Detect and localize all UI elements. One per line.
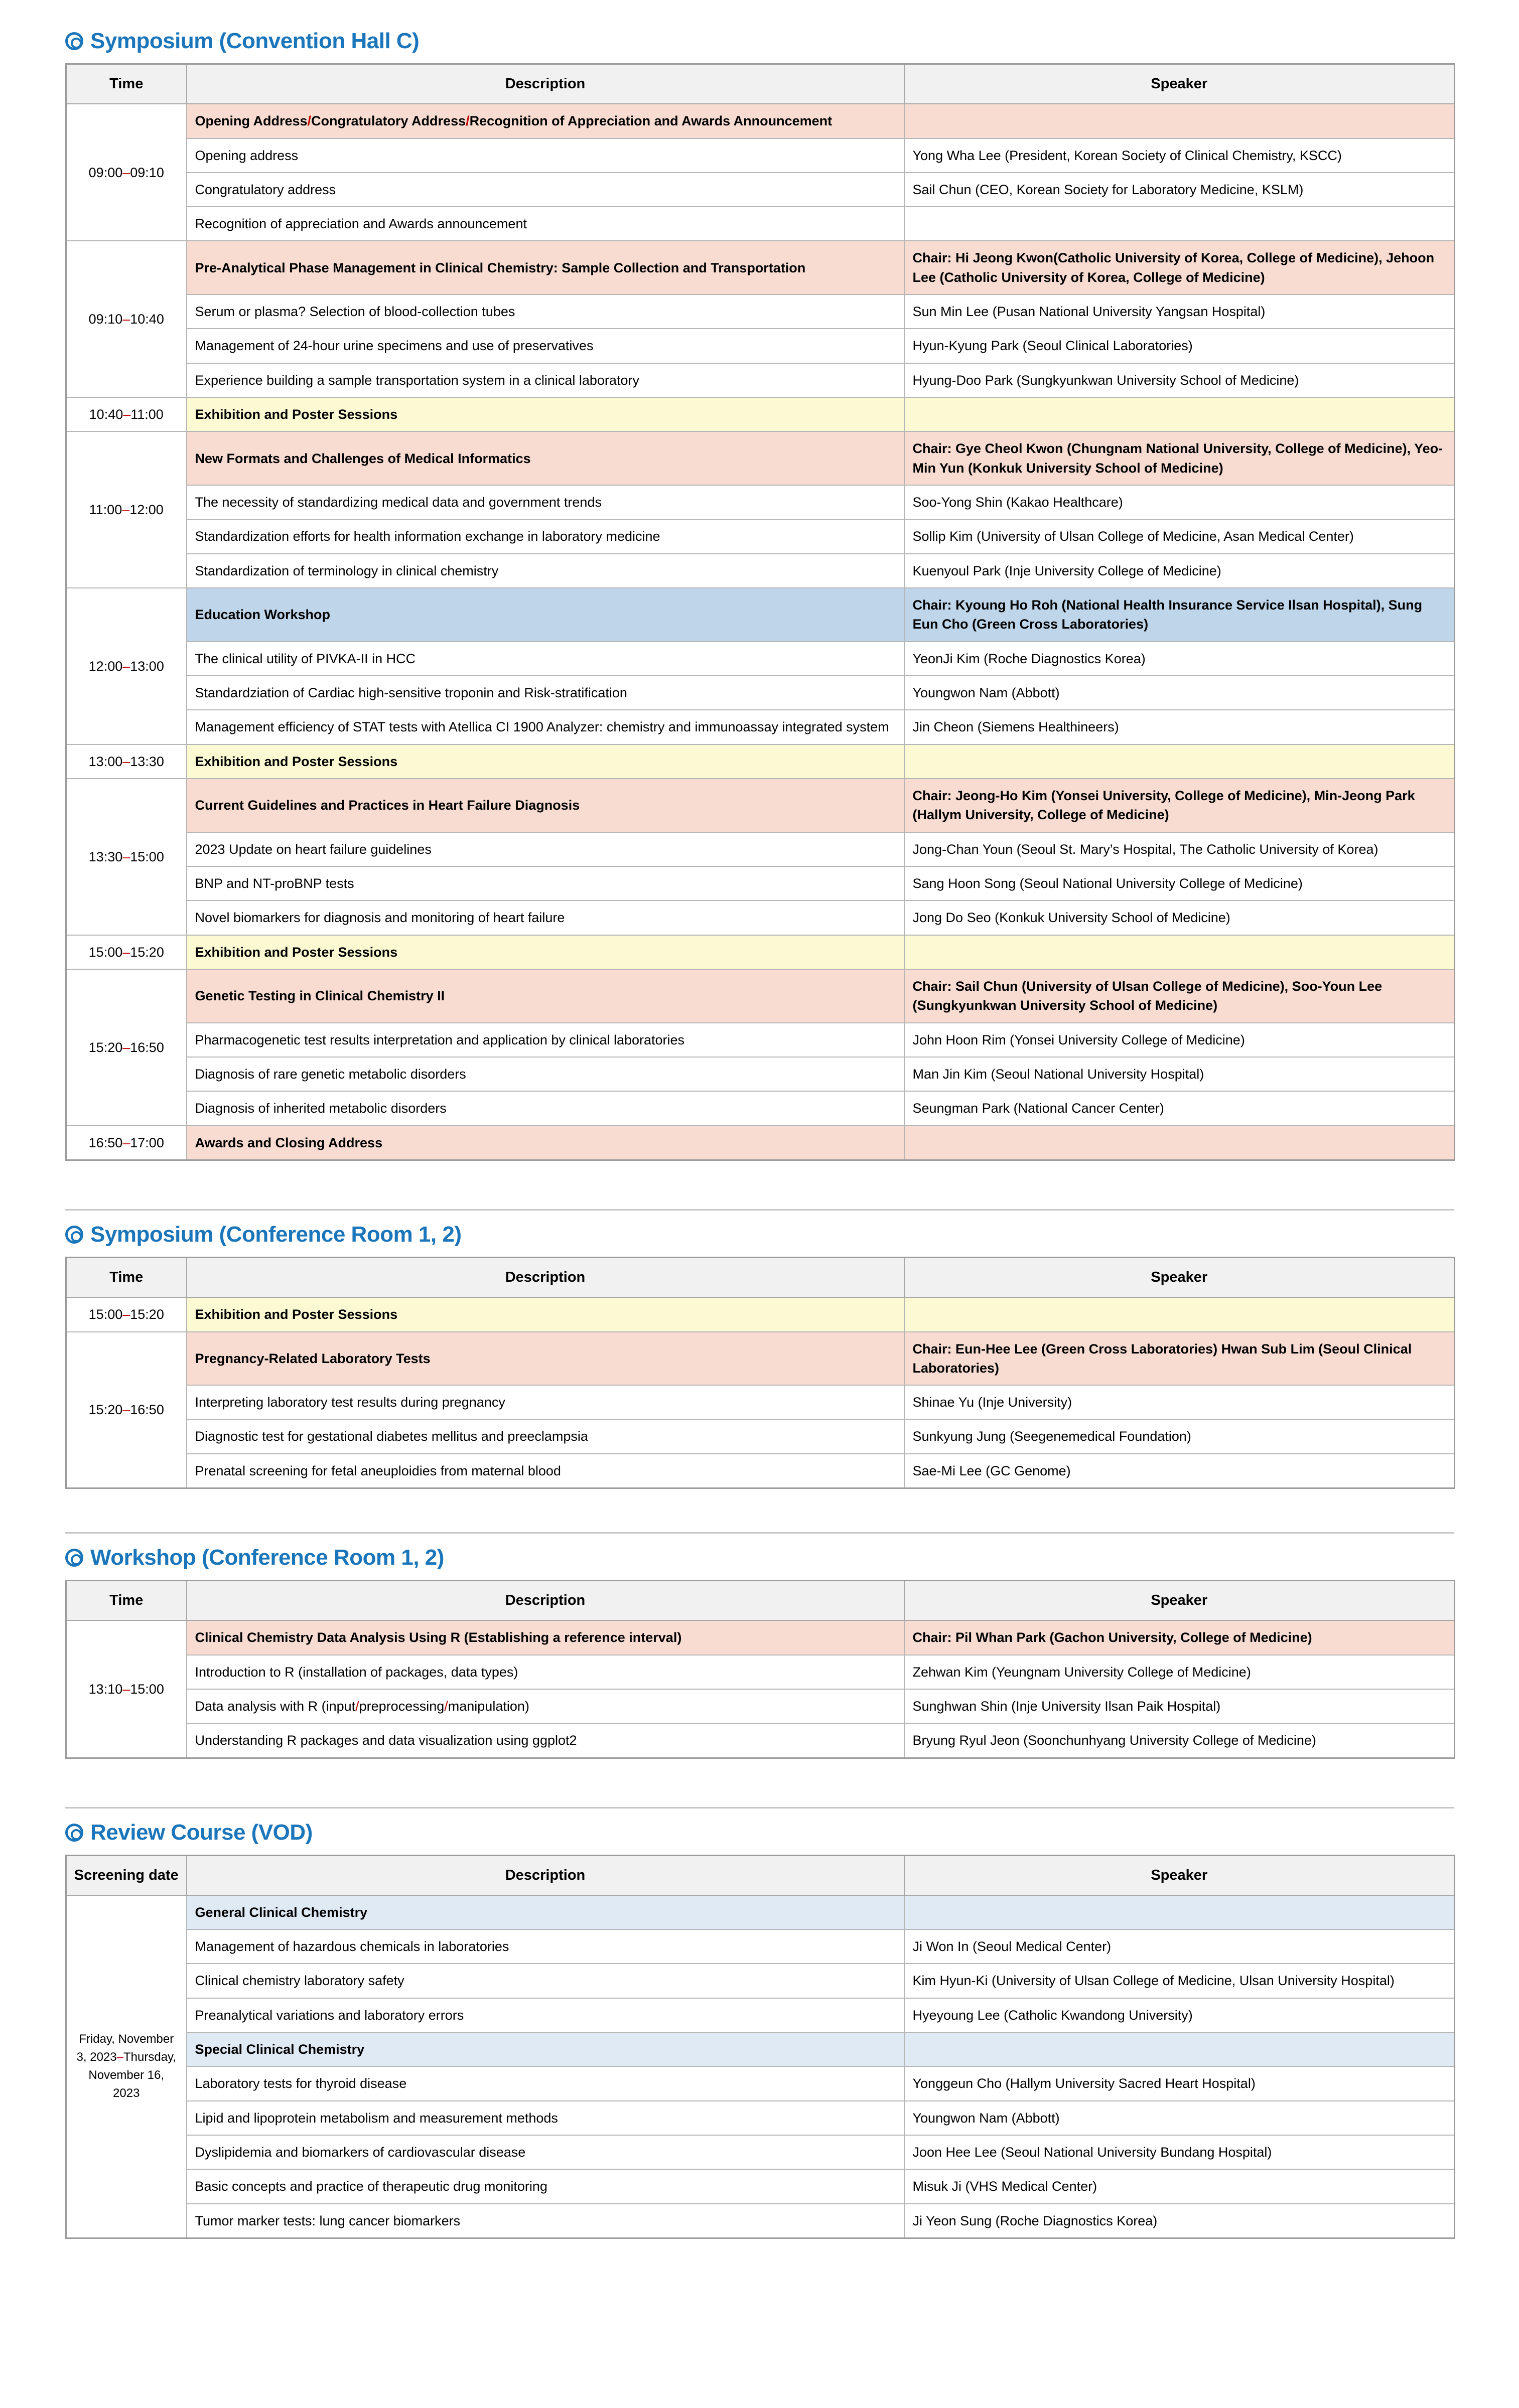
cell-description: General Clinical Chemistry [187, 1895, 904, 1929]
cell-speaker: Chair: Hi Jeong Kwon(Catholic University of Korea, College of Medicine), Jehoon Lee (Catholic University of Korea, College of Medicine) [904, 241, 1455, 294]
table-row [66, 1620, 1455, 1654]
table-row [66, 329, 1455, 363]
column-header-speaker: Speaker [904, 1581, 1455, 1621]
cell-description: Data analysis with R (input/preprocessing/manipulation) [187, 1689, 904, 1723]
cell-speaker: Yong Wha Lee (President, Korean Society of Clinical Chemistry, KSCC) [904, 138, 1455, 173]
cell-description: Pregnancy-Related Laboratory Tests [187, 1332, 904, 1386]
cell-speaker: Jong Do Seo (Konkuk University School of Medicine) [904, 900, 1455, 935]
table-row [66, 1655, 1455, 1689]
section-spacer [65, 1489, 1454, 1532]
cell-time: 10:40–11:00 [66, 397, 187, 431]
cell-description: Serum or plasma? Selection of blood-collection tubes [187, 294, 904, 329]
table-row [66, 2135, 1455, 2169]
cell-speaker: Zehwan Kim (Yeungnam University College of Medicine) [904, 1655, 1455, 1689]
cell-speaker: Sun Min Lee (Pusan National University Yangsan Hospital) [904, 294, 1455, 329]
cell-description: Management efficiency of STAT tests with Atellica CI 1900 Analyzer: chemistry and immunoassay integrated system [187, 710, 904, 744]
cell-time: 16:50–17:00 [66, 1126, 187, 1160]
table-row [66, 207, 1455, 241]
sections-container [65, 30, 1454, 2239]
cell-description: Diagnosis of inherited metabolic disorders [187, 1091, 904, 1125]
column-header-description: Description [187, 64, 904, 104]
cell-description: Opening Address/Congratulatory Address/Recognition of Appreciation and Awards Announcement [187, 104, 904, 138]
double-circle-icon [65, 1226, 83, 1244]
cell-speaker: Youngwon Nam (Abbott) [904, 676, 1455, 710]
cell-speaker: Chair: Jeong-Ho Kim (Yonsei University, College of Medicine), Min-Jeong Park (Hallym University, College of Medicine) [904, 779, 1455, 832]
separator-dash: – [122, 1039, 130, 1055]
separator-dash: – [122, 849, 130, 864]
column-header-time: Time [66, 1581, 187, 1621]
cell-speaker: Chair: Eun-Hee Lee (Green Cross Laboratories) Hwan Sub Lim (Seoul Clinical Laboratories) [904, 1332, 1455, 1386]
cell-description: Awards and Closing Address [187, 1126, 904, 1160]
section-title: Symposium (Convention Hall C) [90, 29, 420, 53]
cell-time: 13:30–15:00 [66, 779, 187, 935]
cell-speaker: Hyung-Doo Park (Sungkyunkwan University School of Medicine) [904, 363, 1455, 397]
section-title: Symposium (Conference Room 1, 2) [90, 1222, 462, 1247]
cell-description: Exhibition and Poster Sessions [187, 397, 904, 431]
separator-dash: – [122, 165, 130, 180]
cell-description: Standardization efforts for health information exchange in laboratory medicine [187, 519, 904, 553]
cell-speaker [904, 397, 1455, 431]
section-divider [65, 1532, 1454, 1534]
cell-speaker: Yonggeun Cho (Hallym University Sacred Heart Hospital) [904, 2066, 1455, 2100]
table-row [66, 832, 1455, 866]
column-header-speaker: Speaker [904, 1258, 1455, 1298]
cell-speaker: Bryung Ryul Jeon (Soonchunhyang University College of Medicine) [904, 1723, 1455, 1758]
separator-dash: – [122, 502, 130, 518]
table-row [66, 1023, 1455, 1057]
cell-description: Basic concepts and practice of therapeutic drug monitoring [187, 2169, 904, 2203]
table-row [66, 554, 1455, 588]
cell-description: 2023 Update on heart failure guidelines [187, 832, 904, 866]
cell-description: BNP and NT-proBNP tests [187, 866, 904, 900]
table-row [66, 744, 1455, 779]
cell-time: 09:10–10:40 [66, 241, 187, 397]
table-row [66, 2101, 1455, 2135]
table-row [66, 1454, 1455, 1488]
separator-slash: / [444, 1698, 448, 1714]
table-row [66, 1332, 1455, 1386]
cell-speaker: Chair: Kyoung Ho Roh (National Health Insurance Service Ilsan Hospital), Sung Eun Cho (Green Cross Laboratories) [904, 588, 1455, 642]
cell-description: Genetic Testing in Clinical Chemistry II [187, 969, 904, 1023]
cell-speaker: Kim Hyun-Ki (University of Ulsan College of Medicine, Ulsan University Hospital) [904, 1964, 1455, 1998]
cell-description: Clinical chemistry laboratory safety [187, 1964, 904, 1998]
cell-description: Standardization of terminology in clinical chemistry [187, 554, 904, 588]
table-row [66, 2066, 1455, 2100]
cell-time: 13:10–15:00 [66, 1620, 187, 1758]
table-row [66, 642, 1455, 676]
column-header-speaker: Speaker [904, 64, 1455, 104]
section-heading-symposium-conference-room-1-2 [65, 1224, 1454, 1246]
cell-speaker: Seungman Park (National Cancer Center) [904, 1091, 1455, 1125]
schedule-table-workshop-conference-room-1-2 [65, 1580, 1455, 1758]
table-header-row [66, 1258, 1455, 1298]
cell-speaker: Hyeyoung Lee (Catholic Kwandong University) [904, 1998, 1455, 2032]
separator-dash: – [122, 1307, 130, 1322]
cell-description: Management of 24-hour urine specimens and use of preservatives [187, 329, 904, 363]
table-row [66, 1964, 1455, 1998]
cell-description: Introduction to R (installation of packages, data types) [187, 1655, 904, 1689]
cell-speaker: Joon Hee Lee (Seoul National University Bundang Hospital) [904, 2135, 1455, 2169]
table-row [66, 866, 1455, 900]
section-title: Review Course (VOD) [90, 1820, 313, 1845]
cell-description: Interpreting laboratory test results during pregnancy [187, 1385, 904, 1419]
cell-speaker [904, 935, 1455, 969]
table-row [66, 1126, 1455, 1160]
cell-speaker: Kuenyoul Park (Inje University College of Medicine) [904, 554, 1455, 588]
section-heading-symposium-convention-hall-c [65, 30, 1454, 52]
section-spacer [65, 1759, 1454, 1807]
cell-description: Prenatal screening for fetal aneuploidies from maternal blood [187, 1454, 904, 1488]
cell-description: Congratulatory address [187, 173, 904, 207]
column-header-time: Screening date [66, 1855, 187, 1895]
table-row [66, 779, 1455, 832]
separator-slash: / [466, 113, 470, 129]
cell-time: 09:00–09:10 [66, 104, 187, 241]
cell-speaker: Ji Yeon Sung (Roche Diagnostics Korea) [904, 2204, 1455, 2238]
cell-description: Clinical Chemistry Data Analysis Using R (Establishing a reference interval) [187, 1620, 904, 1654]
cell-description: Experience building a sample transportation system in a clinical laboratory [187, 363, 904, 397]
cell-description: Diagnostic test for gestational diabetes mellitus and preeclampsia [187, 1419, 904, 1453]
separator-slash: / [307, 113, 312, 129]
cell-speaker: Soo-Yong Shin (Kakao Healthcare) [904, 485, 1455, 519]
cell-speaker: Chair: Pil Whan Park (Gachon University, College of Medicine) [904, 1620, 1455, 1654]
section-spacer [65, 1161, 1454, 1209]
cell-description: Exhibition and Poster Sessions [187, 935, 904, 969]
cell-description: Tumor marker tests: lung cancer biomarkers [187, 2204, 904, 2238]
cell-speaker: Sang Hoon Song (Seoul National University College of Medicine) [904, 866, 1455, 900]
table-row [66, 363, 1455, 397]
table-row [66, 519, 1455, 553]
cell-speaker: Ji Won In (Seoul Medical Center) [904, 1929, 1455, 1964]
schedule-table-symposium-conference-room-1-2 [65, 1257, 1455, 1489]
separator-slash: / [355, 1698, 359, 1714]
cell-speaker: Sail Chun (CEO, Korean Society for Laboratory Medicine, KSLM) [904, 173, 1455, 207]
cell-time: 15:20–16:50 [66, 1332, 187, 1488]
column-header-speaker: Speaker [904, 1855, 1455, 1895]
section-divider [65, 1209, 1454, 1211]
cell-speaker: Jong-Chan Youn (Seoul St. Mary’s Hospital, The Catholic University of Korea) [904, 832, 1455, 866]
cell-time: 11:00–12:00 [66, 431, 187, 588]
table-row [66, 676, 1455, 710]
table-row [66, 2032, 1455, 2066]
table-header-row [66, 64, 1455, 104]
cell-description: Special Clinical Chemistry [187, 2032, 904, 2066]
double-circle-icon [65, 1824, 83, 1842]
double-circle-icon [65, 32, 83, 50]
cell-speaker: Shinae Yu (Inje University) [904, 1385, 1455, 1419]
cell-speaker [904, 104, 1455, 138]
table-row [66, 485, 1455, 519]
column-header-time: Time [66, 1258, 187, 1298]
separator-dash: – [122, 312, 130, 327]
schedule-table-review-course-vod [65, 1855, 1455, 2239]
section-heading-workshop-conference-room-1-2 [65, 1547, 1454, 1569]
table-row [66, 241, 1455, 294]
table-row [66, 1723, 1455, 1758]
cell-speaker [904, 1297, 1455, 1331]
cell-description: New Formats and Challenges of Medical Informatics [187, 431, 904, 485]
table-row [66, 2204, 1455, 2238]
section-divider [65, 1807, 1454, 1809]
cell-speaker: Youngwon Nam (Abbott) [904, 2101, 1455, 2135]
cell-description: Pre-Analytical Phase Management in Clinical Chemistry: Sample Collection and Transportation [187, 241, 904, 294]
cell-description: Understanding R packages and data visualization using ggplot2 [187, 1723, 904, 1758]
separator-dash: – [123, 407, 131, 422]
table-row [66, 935, 1455, 969]
separator-dash: – [122, 754, 130, 769]
table-row [66, 2169, 1455, 2203]
cell-speaker [904, 744, 1455, 779]
table-row [66, 431, 1455, 485]
table-row [66, 1689, 1455, 1723]
cell-description: Standardziation of Cardiac high-sensitive troponin and Risk-stratification [187, 676, 904, 710]
table-row [66, 294, 1455, 329]
cell-speaker: Jin Cheon (Siemens Healthineers) [904, 710, 1455, 744]
separator-dash: – [122, 1681, 130, 1697]
table-row [66, 588, 1455, 642]
cell-speaker [904, 2032, 1455, 2066]
cell-speaker [904, 1126, 1455, 1160]
table-row [66, 1297, 1455, 1331]
separator-dash: – [122, 1135, 130, 1150]
cell-description: Management of hazardous chemicals in laboratories [187, 1929, 904, 1964]
separator-dash: – [116, 2050, 123, 2064]
table-header-row [66, 1581, 1455, 1621]
table-row [66, 397, 1455, 431]
table-header-row [66, 1855, 1455, 1895]
cell-speaker: Chair: Sail Chun (University of Ulsan College of Medicine), Soo-Youn Lee (Sungkyunkwan University School of Medicine) [904, 969, 1455, 1023]
cell-description: Laboratory tests for thyroid disease [187, 2066, 904, 2100]
double-circle-icon [65, 1549, 83, 1567]
cell-description: Recognition of appreciation and Awards announcement [187, 207, 904, 241]
cell-speaker [904, 1895, 1455, 1929]
table-row [66, 1419, 1455, 1453]
cell-speaker: Sollip Kim (University of Ulsan College of Medicine, Asan Medical Center) [904, 519, 1455, 553]
table-row [66, 969, 1455, 1023]
table-row [66, 138, 1455, 173]
cell-speaker: YeonJi Kim (Roche Diagnostics Korea) [904, 642, 1455, 676]
cell-description: The necessity of standardizing medical data and government trends [187, 485, 904, 519]
cell-speaker: Chair: Gye Cheol Kwon (Chungnam National University, College of Medicine), Yeo-Min Yun (Konkuk University School of Medicine) [904, 431, 1455, 485]
cell-time: 15:00–15:20 [66, 1297, 187, 1331]
cell-time: 13:00–13:30 [66, 744, 187, 779]
section-title: Workshop (Conference Room 1, 2) [90, 1545, 444, 1570]
table-row [66, 710, 1455, 744]
cell-description: The clinical utility of PIVKA-II in HCC [187, 642, 904, 676]
column-header-description: Description [187, 1581, 904, 1621]
cell-description: Novel biomarkers for diagnosis and monitoring of heart failure [187, 900, 904, 935]
table-row [66, 1895, 1455, 1929]
table-row [66, 900, 1455, 935]
cell-description: Dyslipidemia and biomarkers of cardiovascular disease [187, 2135, 904, 2169]
cell-description: Pharmacogenetic test results interpretation and application by clinical laboratories [187, 1023, 904, 1057]
table-row [66, 1057, 1455, 1091]
cell-time: 12:00–13:00 [66, 588, 187, 744]
cell-speaker: Hyun-Kyung Park (Seoul Clinical Laboratories) [904, 329, 1455, 363]
cell-description: Exhibition and Poster Sessions [187, 1297, 904, 1331]
schedule-table-symposium-convention-hall-c [65, 63, 1455, 1161]
table-row [66, 1998, 1455, 2032]
cell-description: Opening address [187, 138, 904, 173]
cell-speaker: Sunkyung Jung (Seegenemedical Foundation) [904, 1419, 1455, 1453]
separator-dash: – [122, 1402, 130, 1418]
cell-speaker: John Hoon Rim (Yonsei University College of Medicine) [904, 1023, 1455, 1057]
column-header-description: Description [187, 1258, 904, 1298]
cell-description: Preanalytical variations and laboratory errors [187, 1998, 904, 2032]
cell-time: Friday, November 3, 2023–Thursday, November 16, 2023 [66, 1895, 187, 2238]
cell-description: Current Guidelines and Practices in Heart Failure Diagnosis [187, 779, 904, 832]
table-row [66, 173, 1455, 207]
separator-dash: – [122, 944, 130, 960]
cell-speaker: Misuk Ji (VHS Medical Center) [904, 2169, 1455, 2203]
cell-speaker: Sae-Mi Lee (GC Genome) [904, 1454, 1455, 1488]
cell-description: Lipid and lipoprotein metabolism and measurement methods [187, 2101, 904, 2135]
cell-speaker: Sunghwan Shin (Inje University Ilsan Paik Hospital) [904, 1689, 1455, 1723]
cell-description: Education Workshop [187, 588, 904, 642]
cell-description: Exhibition and Poster Sessions [187, 744, 904, 779]
column-header-description: Description [187, 1855, 904, 1895]
column-header-time: Time [66, 64, 187, 104]
section-heading-review-course-vod [65, 1822, 1454, 1844]
cell-time: 15:20–16:50 [66, 969, 187, 1126]
cell-description: Diagnosis of rare genetic metabolic disorders [187, 1057, 904, 1091]
cell-time: 15:00–15:20 [66, 935, 187, 969]
table-row [66, 1091, 1455, 1125]
separator-dash: – [122, 658, 130, 674]
cell-speaker [904, 207, 1455, 241]
table-row [66, 1385, 1455, 1419]
table-row [66, 104, 1455, 138]
table-row [66, 1929, 1455, 1964]
cell-speaker: Man Jin Kim (Seoul National University Hospital) [904, 1057, 1455, 1091]
